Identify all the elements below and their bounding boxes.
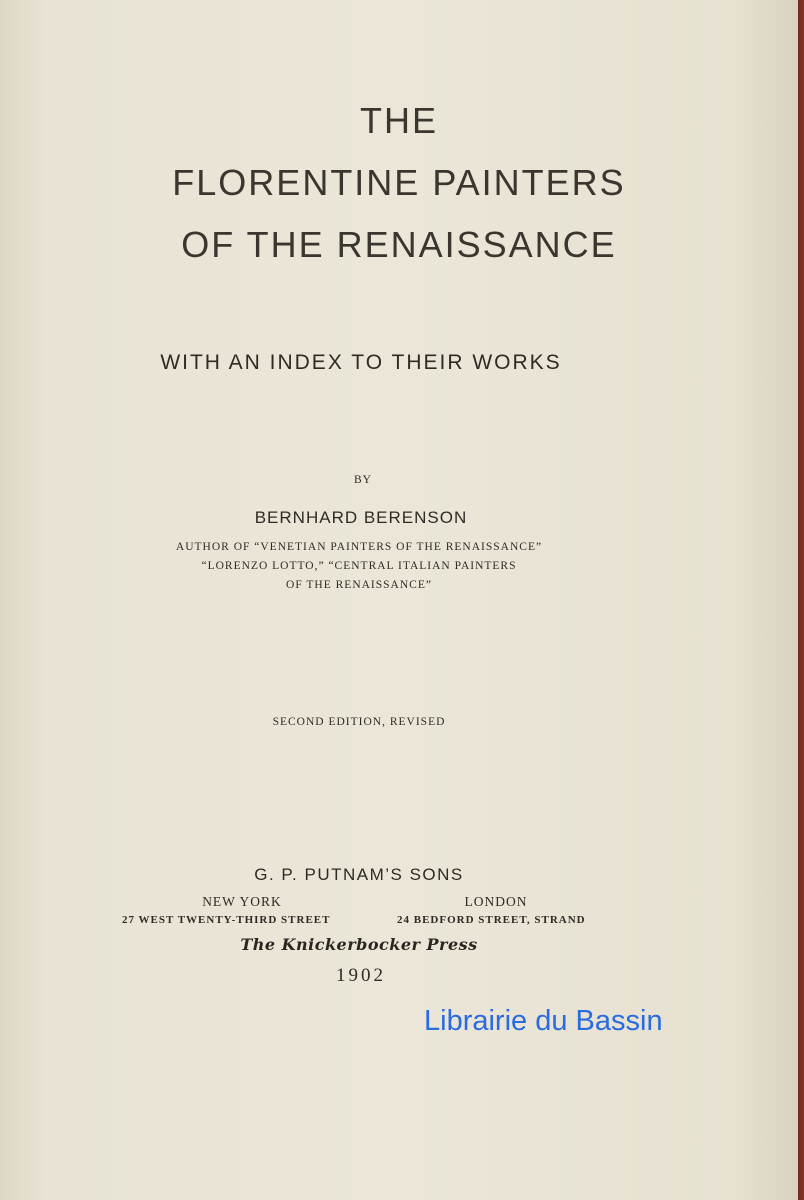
author-name: BERNHARD BERENSON	[254, 508, 468, 527]
publisher-city-new-york: NEW YORK	[202, 894, 282, 909]
title-line-3: OF THE RENAISSANCE	[181, 224, 617, 265]
author-works-line-2: “LORENZO LOTTO,” “CENTRAL ITALIAN PAINTERS	[201, 560, 517, 572]
edition-label: SECOND EDITION, REVISED	[272, 716, 446, 728]
author-works-line-3: OF THE RENAISSANCE”	[286, 579, 432, 591]
by-label: BY	[354, 474, 372, 486]
bookseller-watermark: Librairie du Bassin	[424, 1005, 663, 1037]
publisher-address-new-york: 27 WEST TWENTY-THIRD STREET	[122, 914, 331, 926]
title-line-2: FLORENTINE PAINTERS	[172, 162, 626, 203]
publisher-name: G. P. PUTNAM’S SONS	[254, 865, 464, 884]
publisher-city-london: LONDON	[464, 894, 528, 909]
book-cover-edge	[798, 0, 804, 1200]
publisher-address-london: 24 BEDFORD STREET, STRAND	[397, 914, 586, 926]
publication-year: 1902	[336, 965, 386, 986]
press-imprint: The Knickerbocker Press	[240, 935, 478, 954]
subtitle: WITH AN INDEX TO THEIR WORKS	[160, 351, 562, 374]
author-works-line-1: AUTHOR OF “VENETIAN PAINTERS OF THE RENAISSANCE”	[175, 541, 543, 553]
title-line-1: THE	[360, 100, 438, 141]
